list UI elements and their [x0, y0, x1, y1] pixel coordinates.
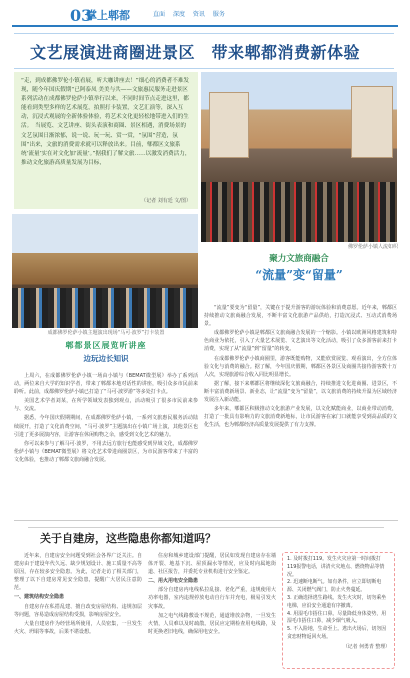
- right-para-4: 据了解，接下来郫都区将继续深化文旅商融合，持续推进文化进商圈、进景区，不断丰富消费新场景、新业态，让“流量”变为“留量”，以文旅消费的持续升温为区域经济发展注入新动能。: [204, 380, 397, 404]
- subhead-right: [201, 252, 397, 302]
- right-para-5: 多年来，郫都区积极推动文化旅游产业发展，以文化赋能商业，以商业带动消费，打造了一批具有影响力的文旅消费新地标，让市民游客在家门口就能享受到高品质的文化生活，也为郫都经济高质量发展提供了有力支撑。: [204, 406, 397, 429]
- left-column: [14, 372, 198, 516]
- subhead-left: [14, 340, 198, 368]
- lead-byline: （记者 刘有廷 文/图）: [141, 198, 191, 204]
- photo-street-crowd: [201, 72, 397, 242]
- photo2-caption: 成都佛罗伦萨小镇主题演出现场“马可·波罗”打卡装置: [47, 330, 165, 336]
- tip-1: 1. 及时拨打119。发生火灾应第一时间拨打119报警电话，讲清火灾地点、燃烧物品等情况。: [287, 556, 385, 578]
- lead-text: “走，到成都佛罗伦小镇看展，听大咖讲座去！”细心的消费者不难发现，随今年国庆假期“已阿泰凤 美美与共——文旅惠民服务走进景区系列活动在成都佛罗伦萨小镇举行以来，不同时间节点走进这里，都能看到类型多样的艺术展览，拍照打卡装置，文艺汇演等，深入互动，沉浸式观展的全新体验体验，将艺术文化更轻松地带进入们的生活。 当展览、文艺讲座、街头表演和商圈、景区相遇，消费场景的文艺氛围日渐浓郁，说一说、玩一玩、赏一赏，“氛围”营造，氛围“出来，文旅的消费需求就可以释放出来。目前，郫都区文旅系统‘流量’实在对文化加‘流量’。”据我们了解文旅……以激发消费活力，推动文化旅游高质量发展为目标，: [21, 78, 191, 166]
- tips-byline: （记者 何勇青 整理）: [342, 643, 390, 650]
- tag-2: 深度: [172, 11, 185, 18]
- article2-header: [14, 524, 398, 548]
- article2-col1: [14, 552, 142, 670]
- tip-4: 4. 用湿毛巾捂住口鼻。尽量降低身体姿势，用湿毛巾捂住口鼻，减少烟气吸入。: [287, 610, 387, 625]
- a2c2-para-1: 住房和城乡建设部门提醒，居民如发现自建房存在墙体开裂、地基下沉、屋顶漏水等情况，应及时向属地街道、社区报告，并委托专业机构进行安全鉴定。: [148, 553, 276, 576]
- building-left: [209, 92, 249, 158]
- fire-tips-box: [282, 552, 395, 669]
- article2-title: 关于自建房，这些隐患你都知道吗？: [40, 532, 216, 545]
- tag-3: 资讯: [192, 11, 205, 18]
- a2c1-subhead: 一、建筑结构安全隐患: [14, 594, 65, 601]
- tag-1: 直面: [153, 11, 166, 18]
- subhead-left-line1: 郫都景区展览听讲座: [65, 341, 147, 350]
- a2c2-para-2: 部分自建房内电线私拉乱接、老化严重，违规使用大功率电器，室内违规停放电动自行车并充电，极易引发火灾事故。: [148, 587, 276, 610]
- tip-5: 5. 不入险地，生命至上。逃出火场后，切勿因贪恋财物返回火场。: [287, 626, 387, 640]
- photo1-caption: 佛罗伦萨小镇人流如织: [347, 244, 398, 250]
- tip-3: 3. 正确选择逃生路线。发生火灾时，切勿乘坐电梯，应沿安全通道有序撤离。: [287, 594, 387, 609]
- lead-box: [14, 72, 198, 209]
- section-tags: [153, 9, 231, 18]
- tip-2: 2. 迅速断电断气。如有条件，应立即切断电源、关闭燃气阀门，防止火势蔓延。: [287, 579, 382, 594]
- right-para-2: 成都佛罗伦萨小镇是郫都区文旅商融合发展的一个缩影。小镇以欧洲风格建筑和特色商业为依托，引入了大量艺术展览、文艺演出等文化活动，吸引了众多游客前来打卡消费，实现了从“流量”到“留量”的转变。: [204, 330, 397, 353]
- crowd: [201, 182, 397, 242]
- tag-4: 服务: [212, 11, 225, 18]
- photo-marco-polo-installation: [12, 214, 198, 328]
- left-para-2: 美国艺术学者刘某，在所学领域发表独到观点，活动吸引了很多市民前来参与、交流。: [14, 398, 198, 413]
- left-para-1: 上周六，在成都佛罗伦萨小镇一场由小镇与《BEMAT微型展》举办了系列活动，两位来自大学的知识学者，带来了郫都本地对话性的讲座，吸引众多市民前来聆听。此前，成都佛罗伦萨小镇已打造了“马可·波罗游”等多处打卡点。: [14, 373, 198, 396]
- crowd-2: [12, 288, 198, 328]
- header-rule: [12, 25, 398, 27]
- right-column: [204, 304, 397, 516]
- section-name: 掌上郫都: [86, 9, 130, 22]
- article2-col2: [148, 552, 276, 670]
- left-para-4: 你可以来参与了解马可·波罗，不用去远方旅行也能感受到异域文化，成都佛罗伦萨小镇与《BEMAT微型展》将文化艺术带进商圈景区，为市民游客带来了丰富的文化体验，也推动了郫都文旅商融合发展。: [14, 440, 198, 463]
- page-header: [0, 0, 410, 30]
- left-para-3: 据悉，今年国庆假期期间，在成都佛罗伦萨小镇，一系列文旅惠民服务活动陆续展开，打造了文化消费空间，“马可·波罗”主题演出在小镇广场上演，其他景区也引进了更多展演内容，让游客在休闲购物之余，感受到文化艺术的魅力。: [14, 415, 198, 438]
- subhead-right-line1: 聚力文旅商融合: [269, 254, 329, 264]
- a2c2-para-3: 加之电气线路敷设不规范，通道堆放杂物，一旦发生火情，人员难以及时疏散。居民应定期检查用电线路，及时更换老旧电线，确保用电安全。: [148, 612, 276, 635]
- headline-text: 文艺展演进商圈进景区 带来郫都消费新体验: [30, 43, 361, 62]
- section-divider: [14, 520, 398, 521]
- a2c1-para-3: 大量自建房作为经营场所使用，人员密集，一旦发生火灾、坍塌等事故，后果不堪设想。: [14, 620, 142, 635]
- a2c1-para-1: 近年来，自建房安全问题受到社会各界广泛关注。自建房由于建设年代久远、缺少规划设计、施工质量不高等原因，存在较多安全隐患。为此，记者走访了相关部门，整理了以下自建房常见安全隐患，提醒广大居民注意防范。: [14, 553, 142, 592]
- right-para-1: “流量”要变为“留量”，关键在于提升游客的游玩体验和消费意愿。近年来，郫都区持续推动文旅商融合发展，不断丰富文化旅游产品供给，打造沉浸式、互动式消费场景。: [204, 305, 397, 328]
- right-para-3: 在成都佛罗伦萨小镇商圈里，游客既能购物，又能欣赏展览、观看演出，全方位体验文化与消费的融合。据了解，今年国庆假期，郫都区各景区及商圈共接待游客数十万人次，实现旅游综合收入同比明显增长。: [204, 355, 397, 378]
- a2c2-subhead: 二、用火用电安全隐患: [148, 578, 199, 585]
- main-headline: [14, 33, 394, 69]
- subhead-left-line2: 边玩边长知识: [83, 354, 129, 363]
- article2-rule: [28, 527, 384, 528]
- building-right: [351, 86, 393, 158]
- page-number: 03: [70, 6, 93, 25]
- subhead-right-line2: “流量”变“留量”: [255, 268, 343, 282]
- a2c1-para-2: 自建房存在私搭乱建、擅自改变房屋结构、违规加层等问题，容易造成房屋结构受损，影响房屋安全。: [14, 603, 142, 618]
